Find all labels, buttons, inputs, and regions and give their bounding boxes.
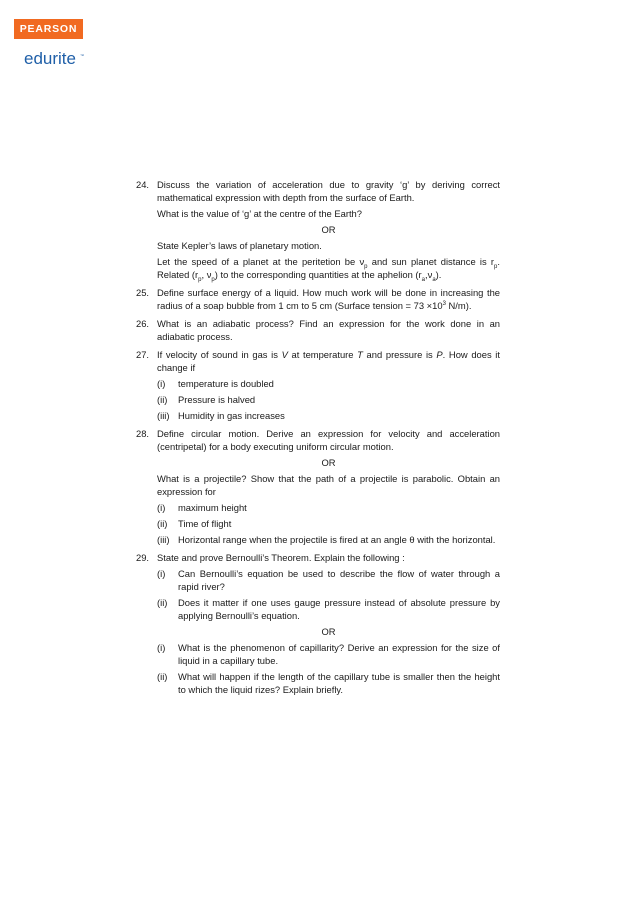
edurite-wordmark: edurite xyxy=(24,49,76,68)
sub-item-number: (ii) xyxy=(157,597,168,608)
sub-item-text: temperature is doubled xyxy=(178,378,274,389)
question-number: 27. xyxy=(136,349,150,360)
sub-item-text: What is the phenomenon of capillarity? Derive an expression for the size of liquid in a capillary tube. xyxy=(178,642,500,666)
alternative-question-text: Let the speed of a planet at the peritetion be $\nu_p$ and sun planet distance is $r_p$. Related ($r_p$, $\nu_p$) to the corresponding quantities at the aphelion $(r_a,\nu_a)$. xyxy=(157,256,500,283)
sub-item xyxy=(157,567,500,593)
question xyxy=(136,178,500,284)
question-body xyxy=(157,427,500,549)
alternative-question-text: State Kepler’s laws of planetary motion. xyxy=(157,240,322,251)
sub-item xyxy=(157,596,500,622)
or-separator: OR xyxy=(321,457,336,468)
question-text: If velocity of sound in gas is V at temperature T and pressure is P. How does it change if xyxy=(157,349,500,373)
sub-item-number: (ii) xyxy=(157,394,168,405)
question-body xyxy=(157,286,500,315)
sub-item xyxy=(157,517,500,530)
sub-item xyxy=(157,670,500,696)
sub-item-text: Does it matter if one uses gauge pressure instead of absolute pressure by applying Bernoulli’s equation. xyxy=(178,597,500,621)
question-text: What is an adiabatic process? Find an expression for the work done in an adiabatic process. xyxy=(157,318,500,342)
or-separator: OR xyxy=(321,626,336,637)
question-body xyxy=(157,551,500,699)
sub-item-text: maximum height xyxy=(178,502,247,513)
question xyxy=(136,427,500,549)
pearson-logo: PEARSON xyxy=(14,19,83,39)
sub-item-text: Time of flight xyxy=(178,518,232,529)
sub-item-number: (iii) xyxy=(157,410,170,421)
edurite-logo xyxy=(24,47,84,73)
sub-item-text: Horizontal range when the projectile is fired at an angle θ with the horizontal. xyxy=(178,534,496,545)
question-number: 28. xyxy=(136,428,150,439)
sub-item-text: Can Bernoulli’s equation be used to describe the flow of water through a rapid river? xyxy=(178,568,500,592)
question-number: 26. xyxy=(136,318,150,329)
sub-item xyxy=(157,501,500,514)
question xyxy=(136,286,500,315)
question-number: 25. xyxy=(136,287,150,298)
question-body xyxy=(157,317,500,346)
sub-item-number: (i) xyxy=(157,568,166,579)
sub-item-number: (ii) xyxy=(157,518,168,529)
question xyxy=(136,551,500,699)
sub-item xyxy=(157,409,500,422)
question-body xyxy=(157,178,500,284)
question-text: What is the value of ‘g’ at the centre of the Earth? xyxy=(157,208,362,219)
question-list xyxy=(136,178,500,701)
sub-item-number: (i) xyxy=(157,502,166,513)
sub-item-number: (iii) xyxy=(157,534,170,545)
question-text: Define circular motion. Derive an expression for velocity and acceleration (centripetal) for a body executing uniform circular motion. xyxy=(157,428,500,452)
question-text: State and prove Bernoulli’s Theorem. Explain the following : xyxy=(157,552,405,563)
sub-item-number: (i) xyxy=(157,642,166,653)
question-text: Define surface energy of a liquid. How much work will be done in increasing the radius of a soap bubble from 1 cm to 5 cm (Surface tension = $73 \times 10^3$ N/m). xyxy=(157,287,500,311)
sub-item-number: (ii) xyxy=(157,671,168,682)
sub-item-text: Pressure is halved xyxy=(178,394,256,405)
sub-item xyxy=(157,393,500,406)
sub-item xyxy=(157,533,500,546)
question-number: 29. xyxy=(136,552,150,563)
question-text: Discuss the variation of acceleration due to gravity ‘g’ by deriving correct mathematical expression with depth from the surface of Earth. xyxy=(157,179,500,203)
or-separator: OR xyxy=(321,224,336,235)
question xyxy=(136,317,500,346)
svg-text:™: ™ xyxy=(80,53,84,58)
question xyxy=(136,348,500,425)
sub-item-text: Humidity in gas increases xyxy=(178,410,285,421)
alternative-question-text: What is a projectile? Show that the path of a projectile is parabolic. Obtain an expression for xyxy=(157,473,500,497)
sub-item-number: (i) xyxy=(157,378,166,389)
question-number: 24. xyxy=(136,179,150,190)
sub-item xyxy=(157,641,500,667)
question-body xyxy=(157,348,500,425)
sub-item-text: What will happen if the length of the capillary tube is smaller then the height to which the liquid rizes? Explain briefly. xyxy=(178,671,500,695)
sub-item xyxy=(157,377,500,390)
